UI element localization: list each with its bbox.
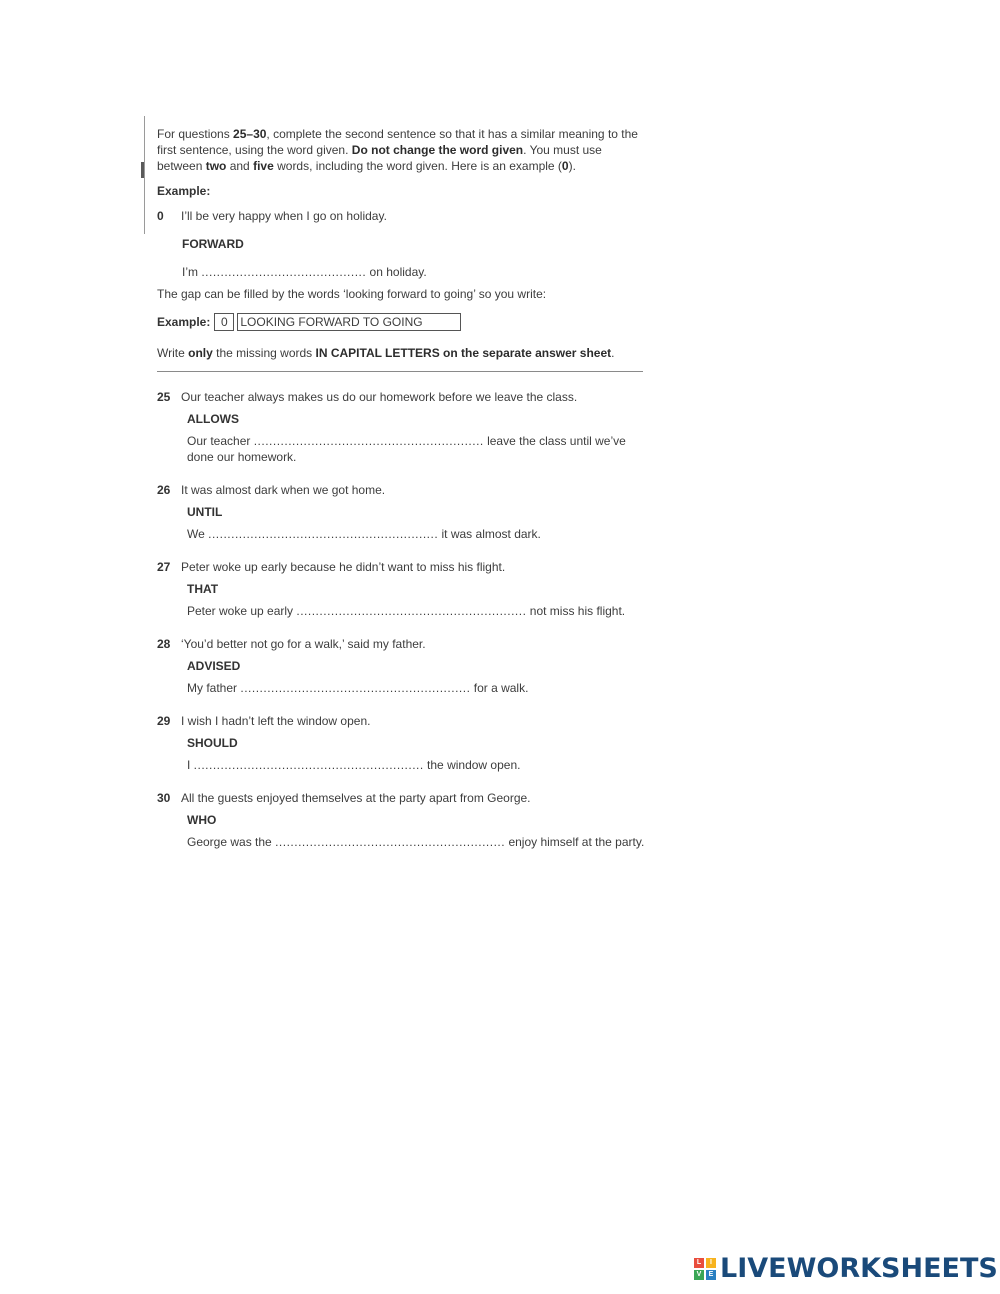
example-gap-sentence: I’m ........................................... on holiday. [182,265,427,279]
question-answer-gap[interactable]: ............................................................ [193,758,424,772]
margin-line [144,116,145,234]
example-explanation: The gap can be filled by the words ‘looking forward to going’ so you write: [157,287,547,301]
question-item [157,636,647,696]
instructions-paragraph: For questions 25–30, complete the second sentence so that it has a similar meaning to the first sentence, using the word given. Do not change the word given. You must use between two and five words, including the word given. Here is an example (0). [157,127,638,173]
question-keyword: ALLOWS [187,412,239,426]
question-keyword: WHO [187,813,217,827]
question-item [157,559,647,619]
question-sentence: Our teacher always makes us do our homework before we leave the class. [181,390,578,404]
question-sentence: Peter woke up early because he didn’t want to miss his flight. [181,560,506,574]
question-sentence: I wish I hadn’t left the window open. [181,714,371,728]
question-row [157,559,647,575]
logo-square-icon: I [706,1258,716,1268]
question-keyword: UNTIL [187,505,223,519]
question-keyword: SHOULD [187,736,238,750]
question-row [157,713,647,729]
example-answer-number-box: 0 [214,313,234,331]
question-row [157,482,647,498]
question-answer-gap[interactable]: ............................................................ [240,681,471,695]
section-divider [157,371,643,372]
question-row [157,636,647,652]
question-sentence: It was almost dark when we got home. [181,483,386,497]
question-item [157,713,647,773]
logo-text: LIVEWORKSHEETS [720,1253,998,1284]
logo-square-icon: V [694,1270,704,1280]
question-item [157,389,647,465]
question-answer-gap[interactable]: ............................................................ [208,527,439,541]
question-row [157,790,647,806]
question-gap-sentence: Peter woke up early ............................................................ not miss his flight. [187,604,626,618]
liveworksheets-logo [694,1254,998,1284]
question-number: 30 [157,791,171,805]
example-heading: Example: [157,184,211,198]
question-sentence: All the guests enjoyed themselves at the party apart from George. [181,791,531,805]
question-gap-sentence: I ............................................................ the window open. [187,758,521,772]
question-list [157,389,647,850]
question-number: 28 [157,637,171,651]
margin-mark [141,162,144,178]
question-gap-sentence: My father ............................................................ for a walk. [187,681,529,695]
question-number: 25 [157,390,171,404]
question-keyword: THAT [187,582,219,596]
answer-instruction: Write only the missing words IN CAPITAL LETTERS on the separate answer sheet. [157,346,615,360]
example-answer-box: LOOKING FORWARD TO GOING [237,313,461,331]
example-number: 0 [157,209,164,223]
question-answer-gap[interactable]: ............................................................ [275,835,506,849]
worksheet-content [157,126,647,850]
example-item [157,208,647,224]
question-row [157,389,647,405]
question-answer-gap[interactable]: ............................................................ [253,434,484,448]
logo-square-icon: E [706,1270,716,1280]
example-keyword: FORWARD [182,237,244,251]
example-answer-row [157,313,647,331]
example-gap-dots: ........................................... [201,265,367,279]
question-gap-sentence: George was the ............................................................ enjoy himself at the party. [187,835,645,849]
question-item [157,790,647,850]
logo-square-icon: L [694,1258,704,1268]
example-answer-label: Example: [157,315,211,329]
question-number: 26 [157,483,171,497]
question-answer-gap[interactable]: ............................................................ [296,604,527,618]
question-number: 27 [157,560,171,574]
example-sentence: I’ll be very happy when I go on holiday. [181,209,387,223]
question-sentence: ‘You’d better not go for a walk,’ said my father. [181,637,426,651]
question-keyword: ADVISED [187,659,241,673]
question-gap-sentence: Our teacher ............................................................ leave the class until we’ve done our homework. [187,434,626,464]
logo-squares-icon [694,1258,716,1280]
question-number: 29 [157,714,171,728]
question-gap-sentence: We ............................................................ it was almost dark. [187,527,541,541]
question-item [157,482,647,542]
